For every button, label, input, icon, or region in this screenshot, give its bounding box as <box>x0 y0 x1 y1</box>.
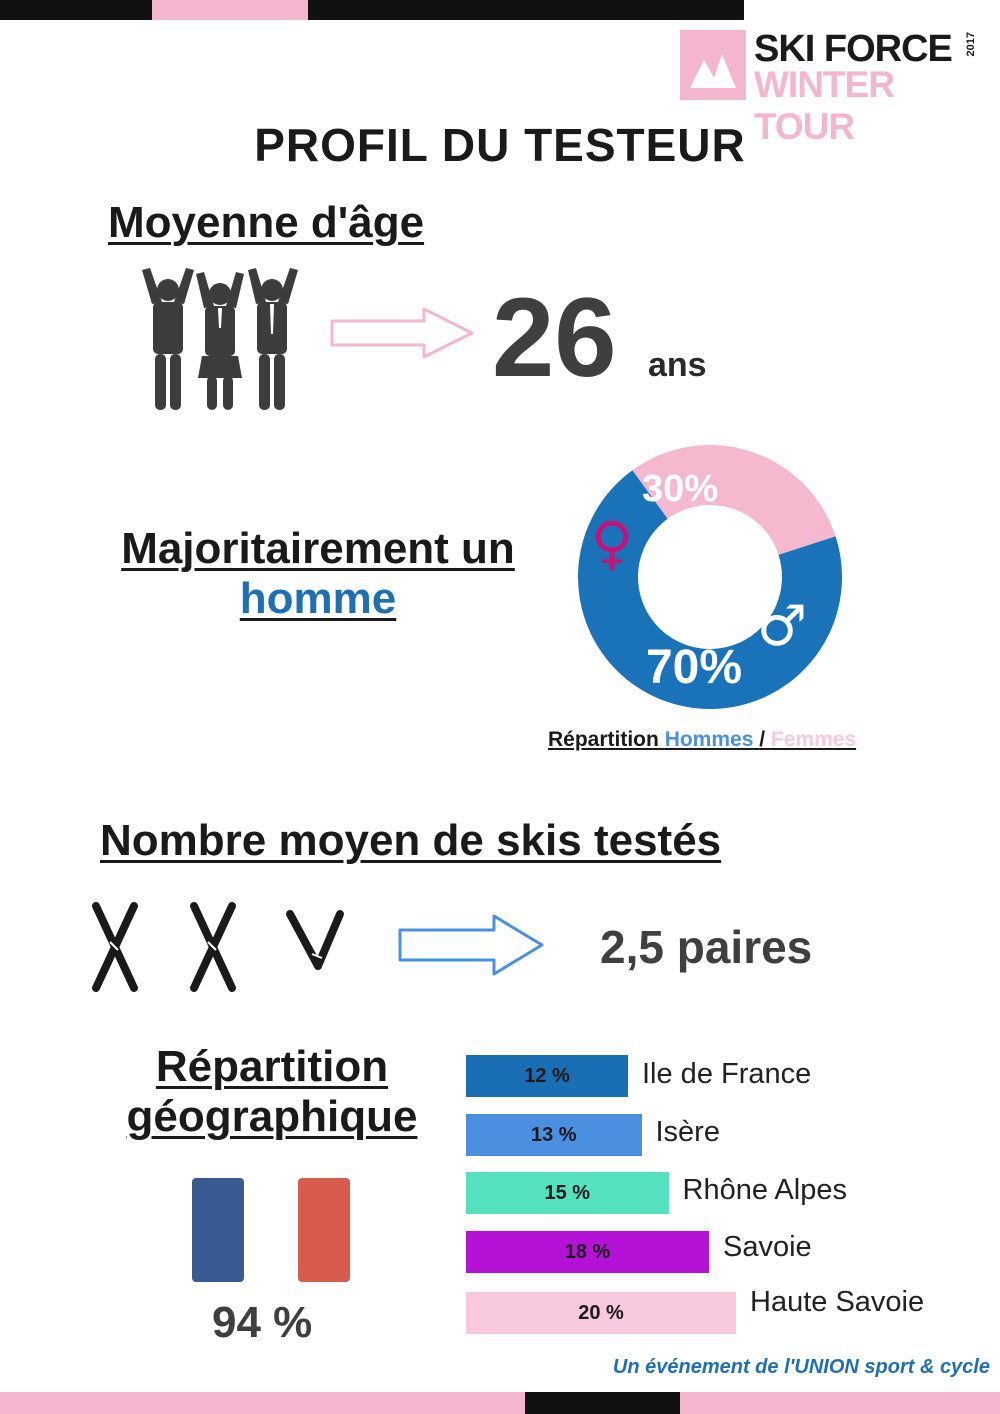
geo-bar-4: 18 % <box>466 1231 709 1273</box>
logo-year: 2017 <box>965 32 977 57</box>
people-cheering-icon <box>138 268 303 414</box>
geo-bar-2: 13 % <box>466 1114 642 1156</box>
bottom-bar-pink-left <box>0 1392 525 1414</box>
skis-arrow-icon <box>396 912 546 978</box>
donut-caption-sep: / <box>759 728 766 751</box>
donut-caption-men: Hommes <box>664 728 754 751</box>
donut-label-men: 70% <box>645 641 743 694</box>
geo-heading-line1: Répartition <box>155 1042 389 1091</box>
gender-donut-chart <box>570 445 850 720</box>
age-heading: Moyenne d'âge <box>108 198 425 247</box>
donut-caption <box>548 728 856 752</box>
age-arrow-icon <box>328 305 478 361</box>
geo-heading <box>122 1042 422 1142</box>
france-flag-icon <box>190 1176 352 1284</box>
age-unit: ans <box>648 346 707 384</box>
gender-heading-line1: Majoritairement un <box>121 524 515 573</box>
donut-label-women: 30% <box>641 468 719 510</box>
female-symbol-icon: ♀ <box>590 509 634 577</box>
logo-subtitle: WINTER TOUR <box>754 64 894 147</box>
geo-bar-label-5: Haute Savoie <box>750 1286 925 1318</box>
geo-bar-label-1: Ile de France <box>642 1058 812 1090</box>
geo-bar-label-3: Rhône Alpes <box>682 1174 847 1206</box>
france-value: 94 % <box>212 1298 313 1347</box>
bottom-bar-black <box>525 1392 680 1414</box>
male-symbol-icon: ♂ <box>756 594 808 659</box>
geo-bar-5: 20 % <box>466 1292 736 1334</box>
donut-caption-prefix: Répartition <box>548 728 659 751</box>
geo-bar-label-4: Savoie <box>723 1231 812 1263</box>
mountains-icon <box>680 30 746 100</box>
geo-bar-label-2: Isère <box>655 1116 720 1148</box>
top-bar-black-left <box>0 0 152 20</box>
skis-value: 2,5 paires <box>600 921 813 973</box>
logo-badge <box>680 30 746 100</box>
bottom-bar-pink-right <box>680 1392 1000 1414</box>
page-title: PROFIL DU TESTEUR <box>254 119 746 171</box>
top-bar-black-right <box>308 0 744 20</box>
top-bar-pink <box>152 0 308 20</box>
gender-heading <box>88 524 548 624</box>
gender-heading-highlight: homme <box>239 574 397 623</box>
footer-note: Un événement de l'UNION sport & cycle <box>612 1356 990 1378</box>
donut-caption-women: Femmes <box>770 728 857 751</box>
geo-bar-1: 12 % <box>466 1055 628 1097</box>
logo-title: SKI FORCE <box>754 28 952 70</box>
skis-heading: Nombre moyen de skis testés <box>100 816 722 865</box>
age-value: 26 <box>492 275 617 400</box>
geo-heading-line2: géographique <box>126 1092 418 1141</box>
ski-pair-icon <box>90 900 360 996</box>
geo-bar-3: 15 % <box>466 1172 669 1214</box>
